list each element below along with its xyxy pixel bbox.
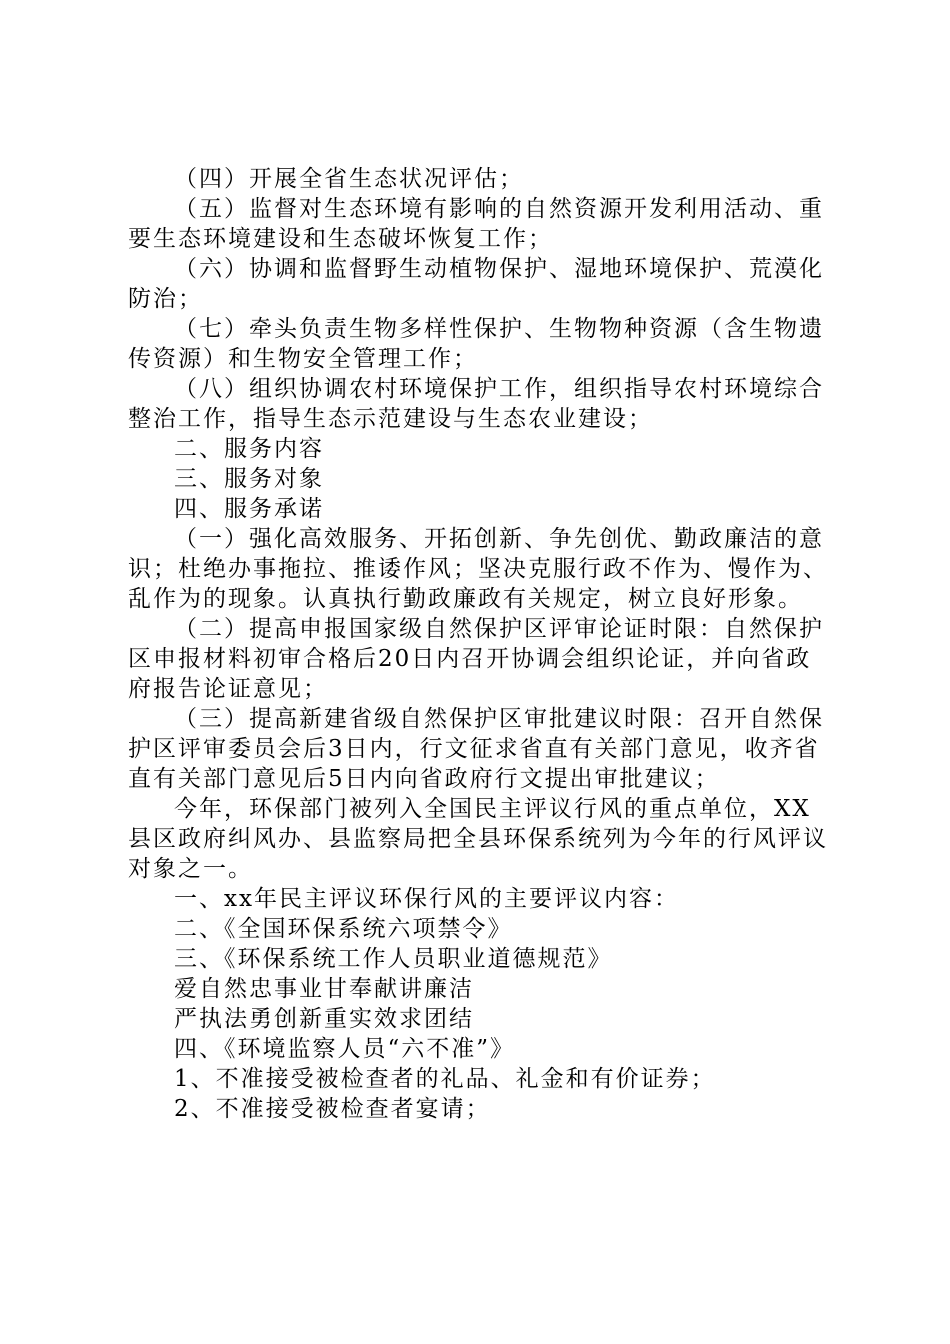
intro-paragraph: 今年，环保部门被列入全国民主评议行风的重点单位，XX县区政府纠风办、县监察局把全县环保系统列为今年的行风评议对象之一。: [128, 796, 828, 882]
rule-item-2: 2、不准接受被检查者宴请；: [174, 1096, 491, 1122]
evaluation-heading-3: 三、《环保系统工作人员职业道德规范》: [174, 946, 613, 972]
evaluation-heading-2: 二、《全国环保系统六项禁令》: [174, 916, 513, 942]
commitment-item-1: （一）强化高效服务、开拓创新、争先创优、勤政廉洁的意识；杜绝办事拖拉、推诿作风；坚决克服行政不作为、慢作为、乱作为的现象。认真执行勤政廉政有关规定，树立良好形象。: [128, 526, 828, 612]
paragraph-item-7: （七）牵头负责生物多样性保护、生物物种资源（含生物遗传资源）和生物安全管理工作；: [128, 316, 824, 372]
commitment-item-3: （三）提高新建省级自然保护区审批建议时限：召开自然保护区评审委员会后3日内，行文征求省直有关部门意见，收齐省直有关部门意见后5日内向省政府行文提出审批建议；: [128, 706, 824, 792]
paragraph-item-8: （八）组织协调农村环境保护工作，组织指导农村环境综合整治工作，指导生态示范建设与生态农业建设；: [128, 376, 824, 432]
paragraph-item-6: （六）协调和监督野生动植物保护、湿地环境保护、荒漠化防治；: [128, 256, 824, 312]
evaluation-heading-1: 一、xx年民主评议环保行风的主要评议内容：: [174, 886, 679, 912]
section-heading-service-commitment: 四、服务承诺: [174, 496, 324, 522]
commitment-item-2: （二）提高申报国家级自然保护区评审论证时限：自然保护区申报材料初审合格后20日内召开协调会组织论证，并向省政府报告论证意见；: [128, 616, 824, 702]
paragraph-item-4: （四）开展全省生态状况评估；: [174, 166, 524, 192]
section-heading-service-target: 三、服务对象: [174, 466, 324, 492]
section-heading-service-content: 二、服务内容: [174, 436, 324, 462]
ethics-line-1: 爱自然忠事业甘奉献讲廉洁: [174, 976, 474, 1002]
document-body: [128, 164, 832, 1124]
paragraph-item-5: （五）监督对生态环境有影响的自然资源开发利用活动、重要生态环境建设和生态破坏恢复工作；: [128, 196, 824, 252]
evaluation-heading-4: 四、《环境监察人员“六不准”》: [174, 1036, 516, 1062]
rule-item-1: 1、不准接受被检查者的礼品、礼金和有价证券；: [174, 1066, 716, 1092]
ethics-line-2: 严执法勇创新重实效求团结: [174, 1006, 474, 1032]
